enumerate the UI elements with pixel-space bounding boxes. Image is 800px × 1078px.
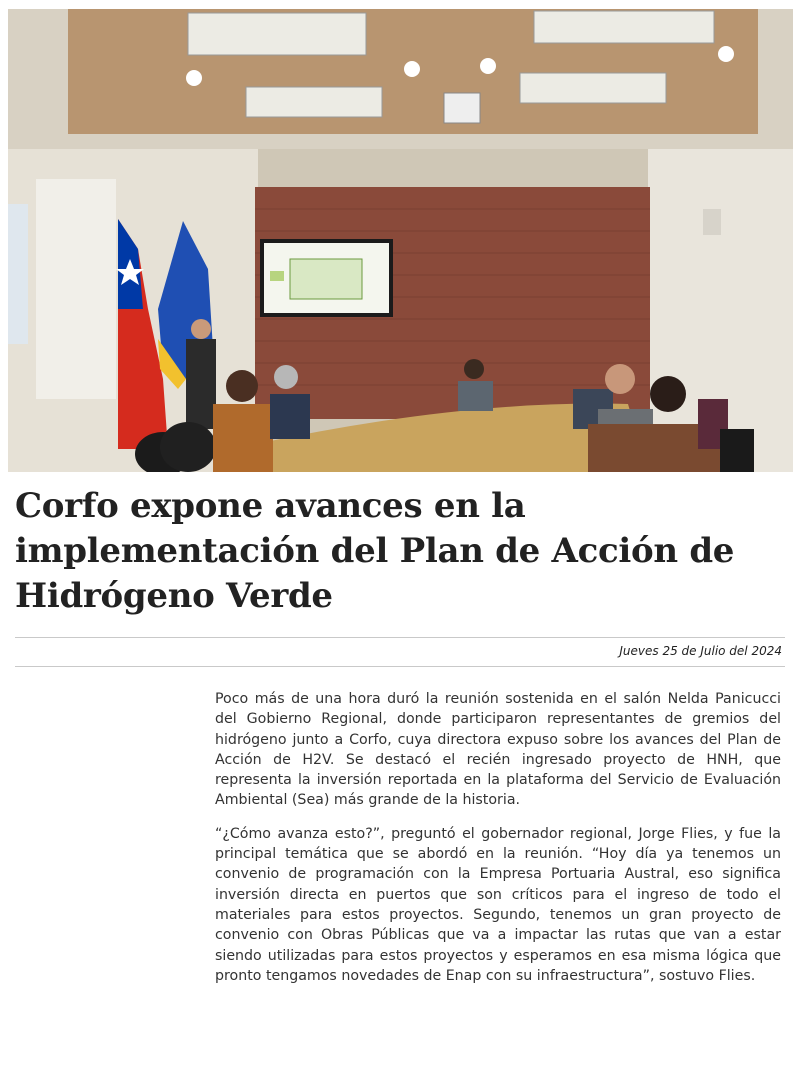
- ceiling-light-panel: [534, 11, 714, 43]
- ceiling-light-panel: [188, 13, 366, 55]
- person-head: [464, 359, 484, 379]
- article-headline: Corfo expone avances en la implementación del Plan de Acción de Hidrógeno Verde: [15, 486, 735, 616]
- downlight: [718, 46, 734, 62]
- article-paragraph: “¿Cómo avanza esto?”, preguntó el gobernador regional, Jorge Flies, y fue la principal temática que se abordó en la reunión. “Hoy día ya tenemos un convenio de programación con la Empresa Portuaria Austral, eso significa inversión directa en puertos que son críticos para el ingreso de todo el materiales para estos proyectos. Segundo, tenemos un gran proyecto de convenio con Obras Públicas que va a impactar las rutas que van a estar siendo utilizadas para estos proyectos y esperamos en esa misma lógica que pronto tengamos novedades de Enap con su infraestructura”, sostuvo Flies.: [215, 825, 781, 984]
- meeting-room-illustration: [8, 9, 793, 472]
- person-seated: [458, 381, 493, 411]
- person-head: [274, 365, 298, 389]
- person-seated: [270, 394, 310, 439]
- article-body: [215, 689, 781, 999]
- slide-box: [270, 271, 284, 281]
- slide-diagram: [290, 259, 362, 299]
- presenter: [186, 339, 216, 429]
- projector: [444, 93, 480, 123]
- person-head: [605, 364, 635, 394]
- article-paragraph: Poco más de una hora duró la reunión sostenida en el salón Nelda Panicucci del Gobierno Regional, donde participaron representantes de gremios del hidrógeno junto a Corfo, cuya directora expuso sobre los avances del Plan de Acción de H2V. Se destacó el recién ingresado proyecto de HNH, que representa la inversión reportada en la plataforma del Servicio de Evaluación Ambiental (Sea) más grande de la historia.: [215, 691, 781, 809]
- chair: [720, 429, 754, 472]
- downlight: [480, 58, 496, 74]
- hero-photo: [8, 9, 793, 472]
- person-head: [650, 376, 686, 412]
- divider: [15, 637, 785, 638]
- ceiling-light-panel: [520, 73, 666, 103]
- downlight: [186, 70, 202, 86]
- chair: [160, 422, 216, 472]
- window: [8, 204, 28, 344]
- divider: [15, 666, 785, 667]
- presenter-head: [191, 319, 211, 339]
- person-head: [226, 370, 258, 402]
- person-seated: [213, 404, 273, 472]
- downlight: [404, 61, 420, 77]
- article-date: Jueves 25 de Julio del 2024: [619, 644, 782, 658]
- curtain: [36, 179, 116, 399]
- ceiling-light-panel: [246, 87, 382, 117]
- wall-speaker: [703, 209, 721, 235]
